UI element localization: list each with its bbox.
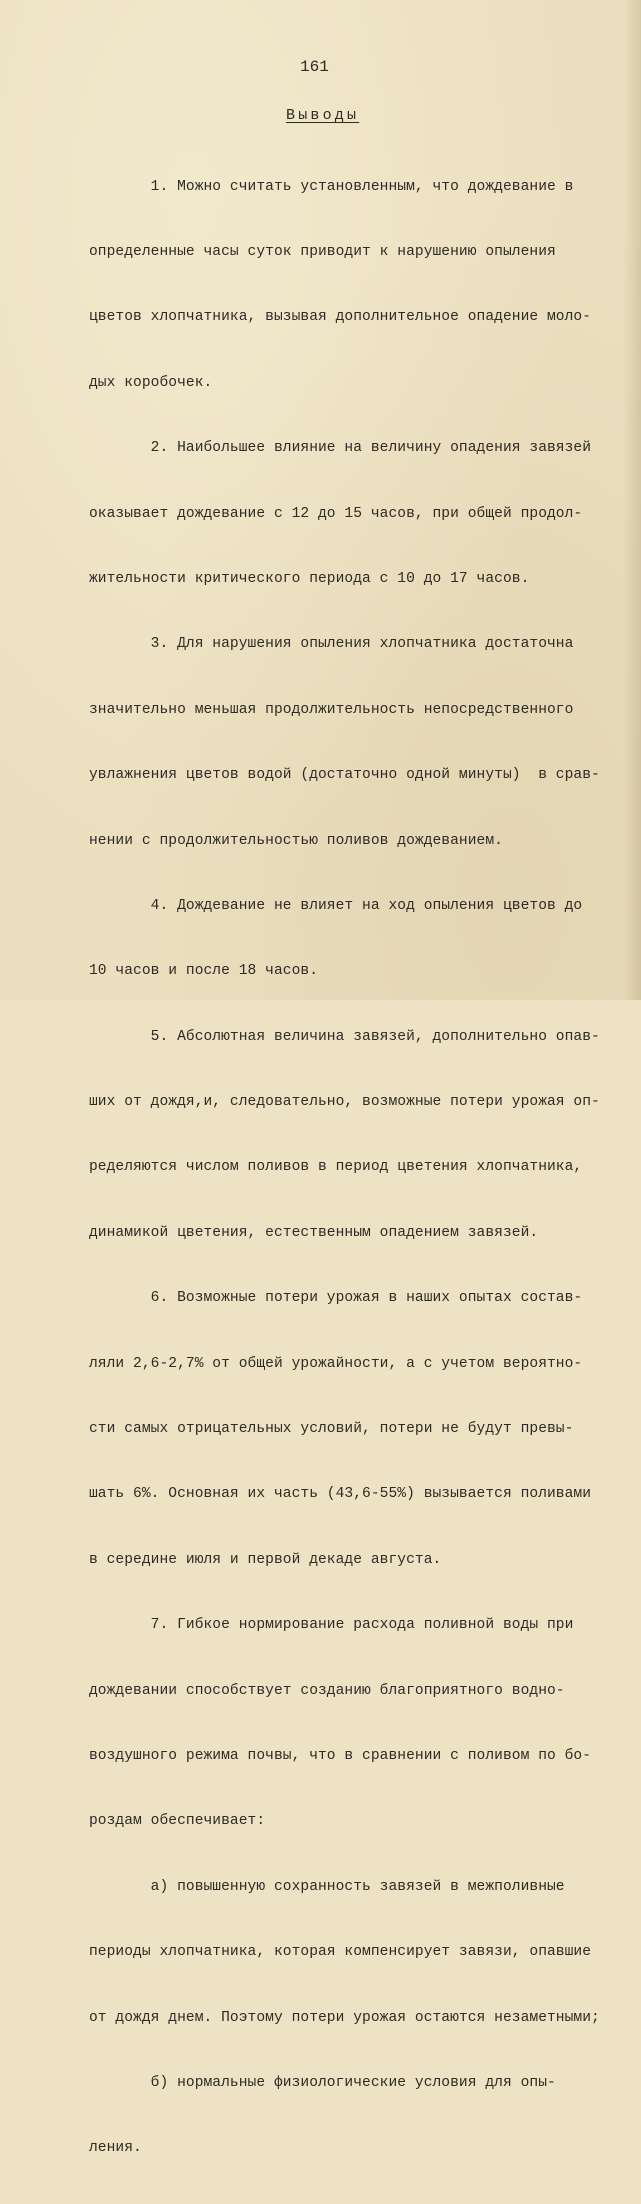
text-line: а) повышенную сохранность завязей в межполивные	[89, 1878, 565, 1895]
text-line: воздушного режима почвы, что в сравнении с поливом по бо-	[89, 1747, 592, 1764]
text-line: оказывает дождевание с 12 до 15 часов, при общей продол-	[89, 505, 583, 522]
text-line: цветов хлопчатника, вызывая дополнительное опадение моло-	[89, 309, 592, 326]
text-line: динамикой цветения, естественным опадением завязей.	[89, 1224, 539, 1241]
text-line: значительно меньшая продолжительность непосредственного	[89, 701, 574, 718]
text-line: периоды хлопчатника, которая компенсирует завязи, опавшие	[89, 1944, 592, 1961]
text-line: сти самых отрицательных условий, потери не будут превы-	[89, 1421, 574, 1438]
text-line: в середине июля и первой декаде августа.	[89, 1551, 442, 1568]
text-line: 5. Абсолютная величина завязей, дополнительно опав-	[89, 1028, 600, 1045]
text-line: 2. Наибольшее влияние на величину опадения завязей	[89, 440, 592, 457]
page-number: 161	[300, 58, 329, 76]
text-line: 7. Гибкое нормирование расхода поливной воды при	[89, 1617, 574, 1634]
text-line: от дождя днем. Поэтому потери урожая остаются незаметными;	[89, 2009, 600, 2026]
text-line: нении с продолжительностью поливов дождеванием.	[89, 832, 503, 849]
text-line: 10 часов и после 18 часов.	[89, 963, 318, 980]
text-line: 6. Возможные потери урожая в наших опытах состав-	[89, 1290, 583, 1307]
text-line: ших от дождя,и, следовательно, возможные потери урожая оп-	[89, 1094, 600, 1111]
text-line: ределяются числом поливов в период цветения хлопчатника,	[89, 1159, 583, 1176]
text-line: определенные часы суток приводит к нарушению опыления	[89, 243, 556, 260]
text-line: дых коробочек.	[89, 374, 213, 391]
text-line: ляли 2,6-2,7% от общей урожайности, а с учетом вероятно-	[89, 1355, 583, 1372]
text-line: 4. Дождевание не влияет на ход опыления цветов до	[89, 897, 583, 914]
text-line: шать 6%. Основная их часть (43,6-55%) вызывается поливами	[89, 1486, 592, 1503]
text-line: ления.	[89, 2140, 142, 2157]
page-edge-shadow	[623, 0, 641, 1000]
text-line: дождевании способствует созданию благоприятного водно-	[89, 1682, 565, 1699]
section-heading: Выводы	[286, 107, 360, 124]
text-line: увлажнения цветов водой (достаточно одной минуты) в срав-	[89, 767, 600, 784]
text-line: роздам обеспечивает:	[89, 1813, 266, 1830]
text-line: 1. Можно считать установленным, что дождевание в	[89, 178, 574, 195]
body-text	[89, 133, 600, 2204]
text-line: 3. Для нарушения опыления хлопчатника достаточна	[89, 636, 574, 653]
text-line: б) нормальные физиологические условия для опы-	[89, 2074, 556, 2091]
text-line: жительности критического периода с 10 до 17 часов.	[89, 570, 530, 587]
